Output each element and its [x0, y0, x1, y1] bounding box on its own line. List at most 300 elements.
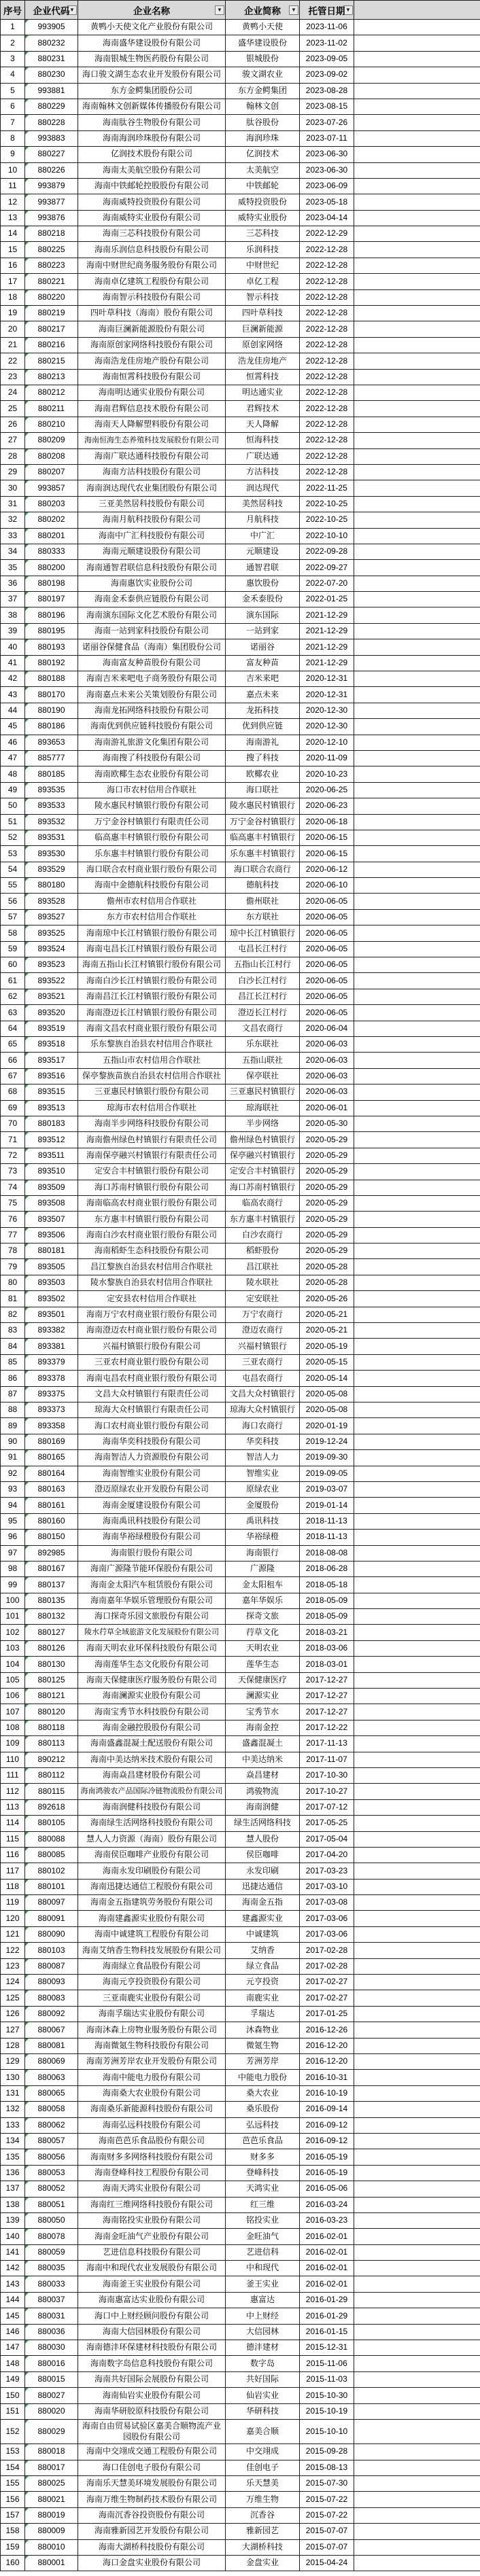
- empty-filler-cell: [354, 1577, 480, 1593]
- green-flag-triangle-icon: [25, 1196, 29, 1199]
- company-abbr-cell: [226, 2198, 300, 2213]
- serial-cell: [1, 2356, 25, 2371]
- empty-filler-cell: [354, 211, 480, 226]
- company-name-cell-text: 海南恒霄科技股份有限公司: [102, 371, 201, 381]
- company-name-cell-text: 海南大湖桥科技股份有限公司: [98, 2541, 205, 2552]
- company-code-cell-text: 993877: [37, 196, 65, 207]
- company-abbr-cell: [226, 1164, 300, 1180]
- company-code-cell-text: 993905: [37, 22, 65, 32]
- custody-date-cell-text: 2022-12-28: [305, 387, 348, 398]
- serial-cell-text: 124: [5, 1977, 20, 1987]
- custody-date-cell: [300, 1768, 354, 1784]
- custody-date-cell: [300, 321, 354, 337]
- custody-date-cell: [300, 1784, 354, 1799]
- green-flag-triangle-icon: [25, 2388, 29, 2391]
- company-name-cell: [78, 894, 226, 909]
- company-code-cell: [25, 1895, 78, 1911]
- serial-cell: [1, 274, 25, 289]
- company-code-cell-text: 880210: [37, 419, 65, 429]
- table-row: [1, 1721, 480, 1736]
- custody-date-cell-text: 2017-05-04: [305, 1833, 348, 1843]
- serial-cell: [1, 1832, 25, 1848]
- company-abbr-cell: [226, 99, 300, 115]
- custody-date-cell-text: 2016-03-23: [305, 2215, 348, 2225]
- serial-cell-text: 98: [7, 1564, 18, 1574]
- custody-date-cell: [300, 973, 354, 989]
- company-name-cell-text: 海南艾纳香生物科技发展股份有限公司: [82, 1945, 221, 1955]
- empty-filler-cell: [354, 1832, 480, 1848]
- company-abbr-cell: [226, 115, 300, 130]
- table-row: [1, 274, 480, 289]
- custody-date-cell-text: 2015-07-22: [305, 2494, 348, 2504]
- serial-cell-text: 93: [7, 1484, 18, 1494]
- empty-filler-cell: [354, 226, 480, 242]
- company-code-cell: [25, 910, 78, 925]
- serial-cell-text: 86: [7, 1373, 18, 1383]
- company-code-cell: [25, 2039, 78, 2054]
- custody-date-cell: [300, 783, 354, 798]
- custody-date-cell-text: 2017-05-25: [305, 1818, 348, 1828]
- custody-date-cell: [300, 2086, 354, 2102]
- green-flag-triangle-icon: [25, 2308, 29, 2312]
- empty-filler-cell: [354, 2054, 480, 2070]
- company-name-cell: [78, 544, 226, 560]
- company-name-cell: [78, 385, 226, 401]
- company-abbr-cell: [226, 1657, 300, 1672]
- company-abbr-cell: [226, 1911, 300, 1926]
- serial-cell-text: 69: [7, 1102, 18, 1112]
- company-name-cell: [78, 957, 226, 973]
- serial-cell: [1, 910, 25, 925]
- table-row: [1, 1466, 480, 1482]
- company-name-cell: [78, 1577, 226, 1593]
- column-header-label: 企业简称: [244, 5, 281, 16]
- table-row: [1, 2508, 480, 2524]
- empty-filler-cell: [354, 1339, 480, 1354]
- company-abbr-cell-text: 大信园林: [245, 2326, 279, 2336]
- company-name-cell: [78, 1116, 226, 1132]
- company-abbr-cell-text: 亿润技术: [245, 149, 279, 159]
- table-row: [1, 194, 480, 210]
- company-abbr-cell-text: 荇草文化: [245, 1627, 279, 1637]
- custody-date-cell: [300, 1609, 354, 1625]
- serial-cell: [1, 1243, 25, 1259]
- custody-date-cell: [300, 52, 354, 67]
- company-code-cell: [25, 529, 78, 544]
- company-code-cell-text: 893375: [37, 1388, 65, 1398]
- company-name-cell-text: 临高惠丰村镇银行股份有限公司: [94, 832, 209, 843]
- custody-date-cell-text: 2020-05-28: [305, 1277, 348, 1288]
- company-code-cell-text: 880087: [37, 1960, 65, 1971]
- filter-dropdown-button-abbr[interactable]: [289, 5, 298, 15]
- company-code-cell-text: 880097: [37, 1897, 65, 1907]
- company-code-cell: [25, 783, 78, 798]
- company-name-cell-text: 海南万宁农村商业银行股份有限公司: [86, 1309, 217, 1319]
- filter-dropdown-button-name[interactable]: [215, 5, 224, 15]
- green-flag-triangle-icon: [25, 163, 29, 166]
- serial-cell-text: 118: [5, 1882, 20, 1891]
- company-abbr-cell-text: 海口联合农商行: [233, 864, 291, 874]
- serial-cell-text: 121: [5, 1929, 20, 1939]
- company-name-cell: [78, 925, 226, 941]
- custody-date-cell-text: 2018-03-06: [305, 1643, 348, 1653]
- company-name-cell-text: 海南数字岛信息科技股份有限公司: [90, 2358, 213, 2368]
- company-abbr-cell-text: 沐森物业: [245, 2024, 279, 2034]
- company-abbr-cell: [226, 1275, 300, 1291]
- company-code-cell-text: 893532: [37, 816, 65, 826]
- company-abbr-cell-text: 宝秀节水: [245, 1706, 279, 1716]
- company-abbr-cell-text: 方沽科技: [245, 467, 279, 477]
- table-row: [1, 2086, 480, 2102]
- company-abbr-cell-text: 中诚建筑: [245, 1929, 279, 1939]
- table-row: [1, 290, 480, 306]
- company-code-cell-text: 880115: [37, 1786, 65, 1796]
- company-name-cell-text: 海南嘉年华娱乐管理股份有限公司: [90, 1595, 213, 1605]
- custody-date-cell: [300, 1546, 354, 1562]
- green-flag-triangle-icon: [25, 2325, 29, 2328]
- company-abbr-cell: [226, 2086, 300, 2102]
- serial-cell-text: 61: [7, 975, 18, 985]
- custody-date-cell: [300, 1402, 354, 1418]
- company-code-cell: [25, 353, 78, 369]
- company-name-cell-text: 海南润健科技股份有限公司: [102, 1802, 201, 1812]
- green-flag-triangle-icon: [25, 607, 29, 611]
- table-row: [1, 2372, 480, 2388]
- column-header-label: 企业名称: [133, 5, 170, 16]
- table-row: [1, 131, 480, 147]
- green-flag-triangle-icon: [25, 1927, 29, 1930]
- table-row: [1, 1562, 480, 1577]
- table-row: [1, 1132, 480, 1148]
- custody-date-cell: [300, 131, 354, 147]
- company-code-cell-text: 880197: [37, 594, 65, 604]
- company-code-cell: [25, 1657, 78, 1672]
- company-name-cell-text: 澄迈原绿农业开发股份有限公司: [94, 1484, 209, 1494]
- table-row: [1, 2022, 480, 2038]
- company-code-cell: [25, 1863, 78, 1879]
- empty-filler-cell: [354, 2524, 480, 2539]
- company-code-cell-text: 880113: [37, 1738, 65, 1748]
- custody-date-cell: [300, 449, 354, 465]
- company-name-cell: [78, 783, 226, 798]
- company-code-cell: [25, 512, 78, 528]
- table-row: [1, 1243, 480, 1259]
- table-row: [1, 163, 480, 179]
- company-name-cell-text: 海南太美航空股份有限公司: [102, 164, 201, 175]
- company-abbr-cell-text: 恒海科技: [245, 435, 279, 445]
- custody-date-cell: [300, 1053, 354, 1068]
- company-name-cell: [78, 370, 226, 385]
- custody-date-cell-text: 2020-05-29: [305, 1198, 348, 1208]
- company-code-cell: [25, 1832, 78, 1848]
- custody-date-cell: [300, 1069, 354, 1084]
- custody-date-cell-text: 2016-05-19: [305, 2151, 348, 2162]
- company-abbr-cell-text: 盛华建设股份: [237, 37, 287, 48]
- company-code-cell: [25, 656, 78, 671]
- company-name-cell: [78, 1752, 226, 1768]
- filter-dropdown-icon: ▼: [291, 7, 296, 13]
- filter-dropdown-icon: ▼: [217, 7, 222, 13]
- custody-date-cell-text: 2016-09-12: [305, 2119, 348, 2130]
- company-code-cell: [25, 592, 78, 607]
- empty-filler-cell: [354, 1116, 480, 1132]
- company-code-cell-text: 893501: [37, 1309, 65, 1319]
- company-name-cell-text: 海南弘远科技股份有限公司: [102, 2119, 201, 2130]
- company-abbr-cell: [226, 1800, 300, 1816]
- custody-date-cell: [300, 560, 354, 576]
- custody-date-cell-text: 2021-12-29: [305, 610, 348, 620]
- company-code-cell-text: 880090: [37, 1929, 65, 1939]
- custody-date-cell: [300, 1132, 354, 1148]
- company-name-cell: [78, 1736, 226, 1752]
- company-name-cell-text: 四叶草科技（海南）股份有限公司: [90, 308, 213, 318]
- company-abbr-cell-text: 中铁邮轮: [245, 181, 279, 191]
- company-abbr-cell: [226, 480, 300, 496]
- company-name-cell: [78, 1339, 226, 1354]
- empty-filler-cell: [354, 115, 480, 130]
- serial-cell-text: 32: [7, 514, 18, 525]
- company-name-cell-text: 海口骏文湖生态农业开发股份有限公司: [82, 69, 221, 80]
- company-name-cell: [78, 1498, 226, 1513]
- company-abbr-cell-text: 三芯科技: [245, 228, 279, 239]
- company-name-cell-text: 海南肽谷生物股份有限公司: [102, 117, 201, 127]
- serial-cell: [1, 815, 25, 830]
- table-row: [1, 1911, 480, 1926]
- company-name-cell-text: 海南广联达通科技股份有限公司: [94, 451, 209, 461]
- company-name-cell: [78, 2086, 226, 2102]
- custody-date-cell-text: 2018-11-13: [306, 1532, 347, 1542]
- serial-cell-text: 152: [5, 2426, 20, 2436]
- company-code-cell-text: 880211: [37, 403, 65, 413]
- company-code-cell-text: 893533: [37, 800, 65, 811]
- company-abbr-cell-text: 华奕科技: [245, 1436, 279, 1447]
- company-code-cell-text: 880209: [37, 435, 65, 445]
- company-abbr-cell-text: 文昌农商行: [241, 1023, 283, 1033]
- company-code-cell: [25, 2007, 78, 2022]
- company-name-cell: [78, 1689, 226, 1704]
- custody-date-cell: [300, 1228, 354, 1243]
- empty-filler-cell: [354, 1212, 480, 1227]
- empty-filler-cell: [354, 512, 480, 528]
- company-abbr-cell-text: 三亚农商行: [241, 1357, 283, 1367]
- custody-date-cell: [300, 1975, 354, 1990]
- company-code-cell-text: 880130: [37, 1659, 65, 1669]
- serial-cell: [1, 1990, 25, 2006]
- company-name-cell-text: 海南芳洲芳岸农业开发股份有限公司: [86, 2056, 217, 2066]
- serial-cell: [1, 163, 25, 179]
- company-name-cell-text: 海南保亭融兴村镇银行有限责任公司: [86, 1150, 217, 1161]
- company-code-cell: [25, 2102, 78, 2117]
- table-row: [1, 2007, 480, 2022]
- company-code-cell-text: 880220: [37, 292, 65, 302]
- green-flag-triangle-icon: [25, 1577, 29, 1581]
- company-name-cell-text: 海南绿生活网络科技股份有限公司: [90, 1818, 213, 1828]
- table-row: [1, 735, 480, 751]
- table-row: [1, 687, 480, 703]
- company-name-cell: [78, 2308, 226, 2324]
- serial-cell: [1, 1530, 25, 1545]
- company-abbr-cell: [226, 1101, 300, 1116]
- empty-filler-cell: [354, 2229, 480, 2244]
- serial-cell: [1, 703, 25, 719]
- company-abbr-cell-text: 乐润科技: [245, 244, 279, 254]
- serial-cell: [1, 147, 25, 162]
- green-flag-triangle-icon: [25, 544, 29, 548]
- company-name-cell: [78, 1466, 226, 1482]
- company-code-cell-text: 880058: [37, 2104, 65, 2114]
- company-abbr-cell: [226, 1880, 300, 1895]
- empty-filler-cell: [354, 1546, 480, 1562]
- serial-cell: [1, 798, 25, 814]
- green-flag-triangle-icon: [25, 846, 29, 849]
- custody-date-cell-text: 2019-12-24: [305, 1436, 348, 1447]
- serial-cell: [1, 2556, 25, 2571]
- company-code-cell-text: 893378: [37, 1373, 65, 1383]
- custody-date-cell-text: 2017-02-28: [305, 1960, 348, 1971]
- company-name-cell-text: 海南龙拓网络科技股份有限公司: [94, 705, 209, 716]
- green-flag-triangle-icon: [25, 719, 29, 722]
- table-row: [1, 2293, 480, 2308]
- company-name-cell-text: 诺丽谷保健食品（海南）集团股份公司: [82, 641, 221, 652]
- serial-cell-text: 20: [7, 323, 18, 334]
- table-row: [1, 957, 480, 973]
- company-name-cell: [78, 211, 226, 226]
- company-abbr-cell: [226, 1005, 300, 1021]
- empty-filler-cell: [354, 2198, 480, 2213]
- custody-date-cell-text: 2020-06-05: [305, 975, 348, 985]
- custody-date-cell: [300, 2460, 354, 2476]
- company-code-cell: [25, 1069, 78, 1084]
- serial-cell: [1, 1736, 25, 1752]
- company-name-cell-text: 慧人人力资源（海南）股份有限公司: [86, 1833, 217, 1843]
- company-code-cell-text: 893513: [37, 1102, 65, 1112]
- custody-date-cell-text: 2019-09-30: [305, 1452, 348, 1462]
- empty-filler-cell: [354, 957, 480, 973]
- company-abbr-cell-text: 天明农业: [245, 1643, 279, 1653]
- company-abbr-cell-text: 美然居科技: [241, 499, 283, 509]
- company-code-cell: [25, 67, 78, 83]
- company-abbr-cell: [226, 560, 300, 576]
- company-name-cell: [78, 2229, 226, 2244]
- company-code-cell-text: 880025: [37, 2478, 65, 2488]
- serial-cell: [1, 1482, 25, 1498]
- company-name-cell-text: 陵水黎族自治县农村信用合作联社: [90, 1277, 213, 1288]
- serial-cell: [1, 211, 25, 226]
- company-abbr-cell: [226, 1863, 300, 1879]
- company-name-cell-text: 海南润达现代农业集团股份有限公司: [86, 482, 217, 493]
- table-row: [1, 2340, 480, 2356]
- custody-date-cell-text: 2015-07-07: [305, 2526, 348, 2536]
- custody-date-cell-text: 2023-06-30: [305, 164, 348, 175]
- serial-cell: [1, 862, 25, 878]
- serial-cell-text: 147: [5, 2342, 20, 2352]
- custody-date-cell: [300, 1752, 354, 1768]
- custody-date-cell-text: 2017-03-06: [305, 1929, 348, 1939]
- company-code-cell: [25, 1307, 78, 1323]
- company-code-cell: [25, 973, 78, 989]
- serial-cell-text: 160: [5, 2558, 20, 2568]
- serial-cell-text: 34: [7, 546, 18, 557]
- custody-date-cell-text: 2020-05-21: [305, 1309, 348, 1319]
- serial-cell: [1, 1434, 25, 1450]
- empty-filler-cell: [354, 2420, 480, 2444]
- serial-cell-text: 133: [5, 2119, 20, 2130]
- table-row: [1, 1530, 480, 1545]
- empty-filler-cell: [354, 2356, 480, 2371]
- green-flag-triangle-icon: [25, 1402, 29, 1406]
- table-row: [1, 417, 480, 433]
- serial-cell: [1, 2420, 25, 2444]
- company-code-cell: [25, 607, 78, 623]
- company-code-cell: [25, 147, 78, 162]
- company-code-cell: [25, 2134, 78, 2149]
- company-abbr-cell-text: 金厦股份: [245, 1500, 279, 1510]
- company-code-cell-text: 880102: [37, 1865, 65, 1875]
- serial-cell: [1, 306, 25, 321]
- company-code-cell: [25, 417, 78, 433]
- company-code-cell-text: 893505: [37, 1261, 65, 1271]
- empty-filler-cell: [354, 830, 480, 846]
- company-name-cell-text: 海南德沣环保建材科技股份有限公司: [86, 2342, 217, 2352]
- table-row: [1, 497, 480, 512]
- company-code-cell: [25, 1990, 78, 2006]
- empty-filler-cell: [354, 242, 480, 258]
- custody-date-cell-text: 2023-11-02: [306, 37, 347, 48]
- table-row: [1, 2149, 480, 2165]
- empty-filler-cell: [354, 1609, 480, 1625]
- custody-date-cell-text: 2020-05-30: [305, 1118, 348, 1129]
- company-name-cell-text: 三亚南鹿实业股份有限公司: [102, 1992, 201, 2002]
- company-abbr-cell-text: 澜源实业: [245, 1691, 279, 1701]
- serial-cell: [1, 1180, 25, 1196]
- empty-filler-cell: [354, 2166, 480, 2181]
- company-code-cell-text: 880202: [37, 514, 65, 525]
- company-code-cell-text: 880161: [37, 1500, 65, 1510]
- green-flag-triangle-icon: [25, 465, 29, 468]
- table-row: [1, 370, 480, 385]
- company-name-cell: [78, 2213, 226, 2229]
- empty-filler-cell: [354, 2492, 480, 2507]
- empty-filler-cell: [354, 560, 480, 576]
- serial-cell-text: 21: [7, 340, 18, 350]
- company-code-cell: [25, 433, 78, 448]
- custody-date-cell-text: 2022-10-25: [305, 514, 348, 525]
- company-abbr-cell-text: 东方联社: [245, 912, 279, 922]
- company-code-cell-text: 993881: [37, 85, 65, 95]
- table-row: [1, 2102, 480, 2117]
- company-abbr-cell-text: 共好国际: [245, 2374, 279, 2384]
- company-abbr-cell: [226, 211, 300, 226]
- empty-filler-cell: [354, 815, 480, 830]
- custody-date-cell: [300, 751, 354, 766]
- empty-filler-cell: [354, 2213, 480, 2229]
- custody-date-cell-text: 2020-12-31: [305, 673, 348, 684]
- table-row: [1, 1116, 480, 1132]
- company-code-cell-text: 880201: [37, 530, 65, 540]
- company-name-cell-text: 海南昌江长江村镇银行股份有限公司: [86, 991, 217, 1002]
- custody-date-cell-text: 2022-12-28: [305, 403, 348, 413]
- company-name-cell-text: 海南孚瑞达实业股份有限公司: [98, 2009, 205, 2019]
- custody-date-cell: [300, 2420, 354, 2444]
- company-name-cell-text: 海南沐森上房物业服务股份有限公司: [86, 2024, 217, 2034]
- serial-cell: [1, 194, 25, 210]
- table-row: [1, 2245, 480, 2261]
- serial-cell-text: 90: [7, 1436, 18, 1447]
- company-code-cell: [25, 1387, 78, 1402]
- custody-date-cell-text: 2015-10-19: [305, 2405, 348, 2416]
- company-name-cell-text: 海南盛华建设股份有限公司: [102, 37, 201, 48]
- custody-date-cell-text: 2016-02-01: [305, 2246, 348, 2257]
